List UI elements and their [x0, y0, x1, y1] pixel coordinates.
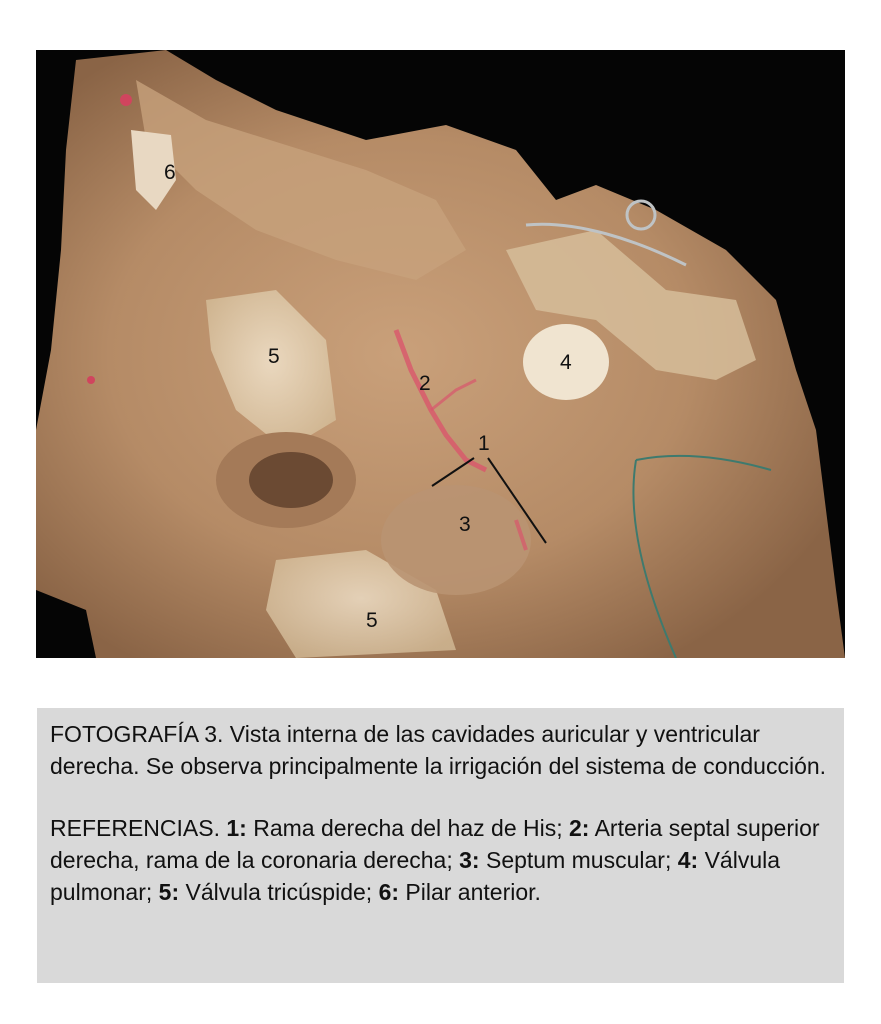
heart-dissection-image [36, 50, 845, 658]
atrial-ring-hole [249, 452, 333, 508]
ref-4-text: Válvula pulmonar; [50, 847, 781, 905]
label-3: 3 [459, 513, 471, 536]
caption-references [50, 812, 830, 908]
ref-5-number: 5: [158, 879, 180, 905]
caption-title: FOTOGRAFÍA 3. Vista interna de las cavidades auricular y ventricular derecha. Se observa principalmente la irrigación del sistema de conducción. [50, 721, 827, 779]
ref-1-number: 1: [226, 815, 247, 841]
figure-caption [37, 708, 844, 983]
label-5-lower: 5 [366, 609, 378, 632]
red-spot [87, 376, 95, 384]
references-intro: REFERENCIAS. [50, 815, 220, 841]
ref-3-text: Septum muscular; [485, 847, 672, 873]
label-6: 6 [164, 161, 176, 184]
muscular-septum [381, 485, 531, 595]
red-spot [120, 94, 132, 106]
label-4: 4 [560, 351, 572, 374]
label-2: 2 [419, 372, 431, 395]
label-1: 1 [478, 432, 490, 455]
ref-6-number: 6: [378, 879, 400, 905]
ref-2-text: Arteria septal superior derecha, rama de la coronaria derecha; [50, 815, 820, 873]
label-5-upper: 5 [268, 345, 280, 368]
ref-3-number: 3: [459, 847, 480, 873]
anatomy-photo [36, 50, 845, 658]
ref-1-text: Rama derecha del haz de His; [253, 815, 563, 841]
ref-2-number: 2: [569, 815, 590, 841]
ref-4-number: 4: [677, 847, 699, 873]
ref-5-text: Válvula tricúspide; [185, 879, 373, 905]
ref-6-text: Pilar anterior. [405, 879, 541, 905]
